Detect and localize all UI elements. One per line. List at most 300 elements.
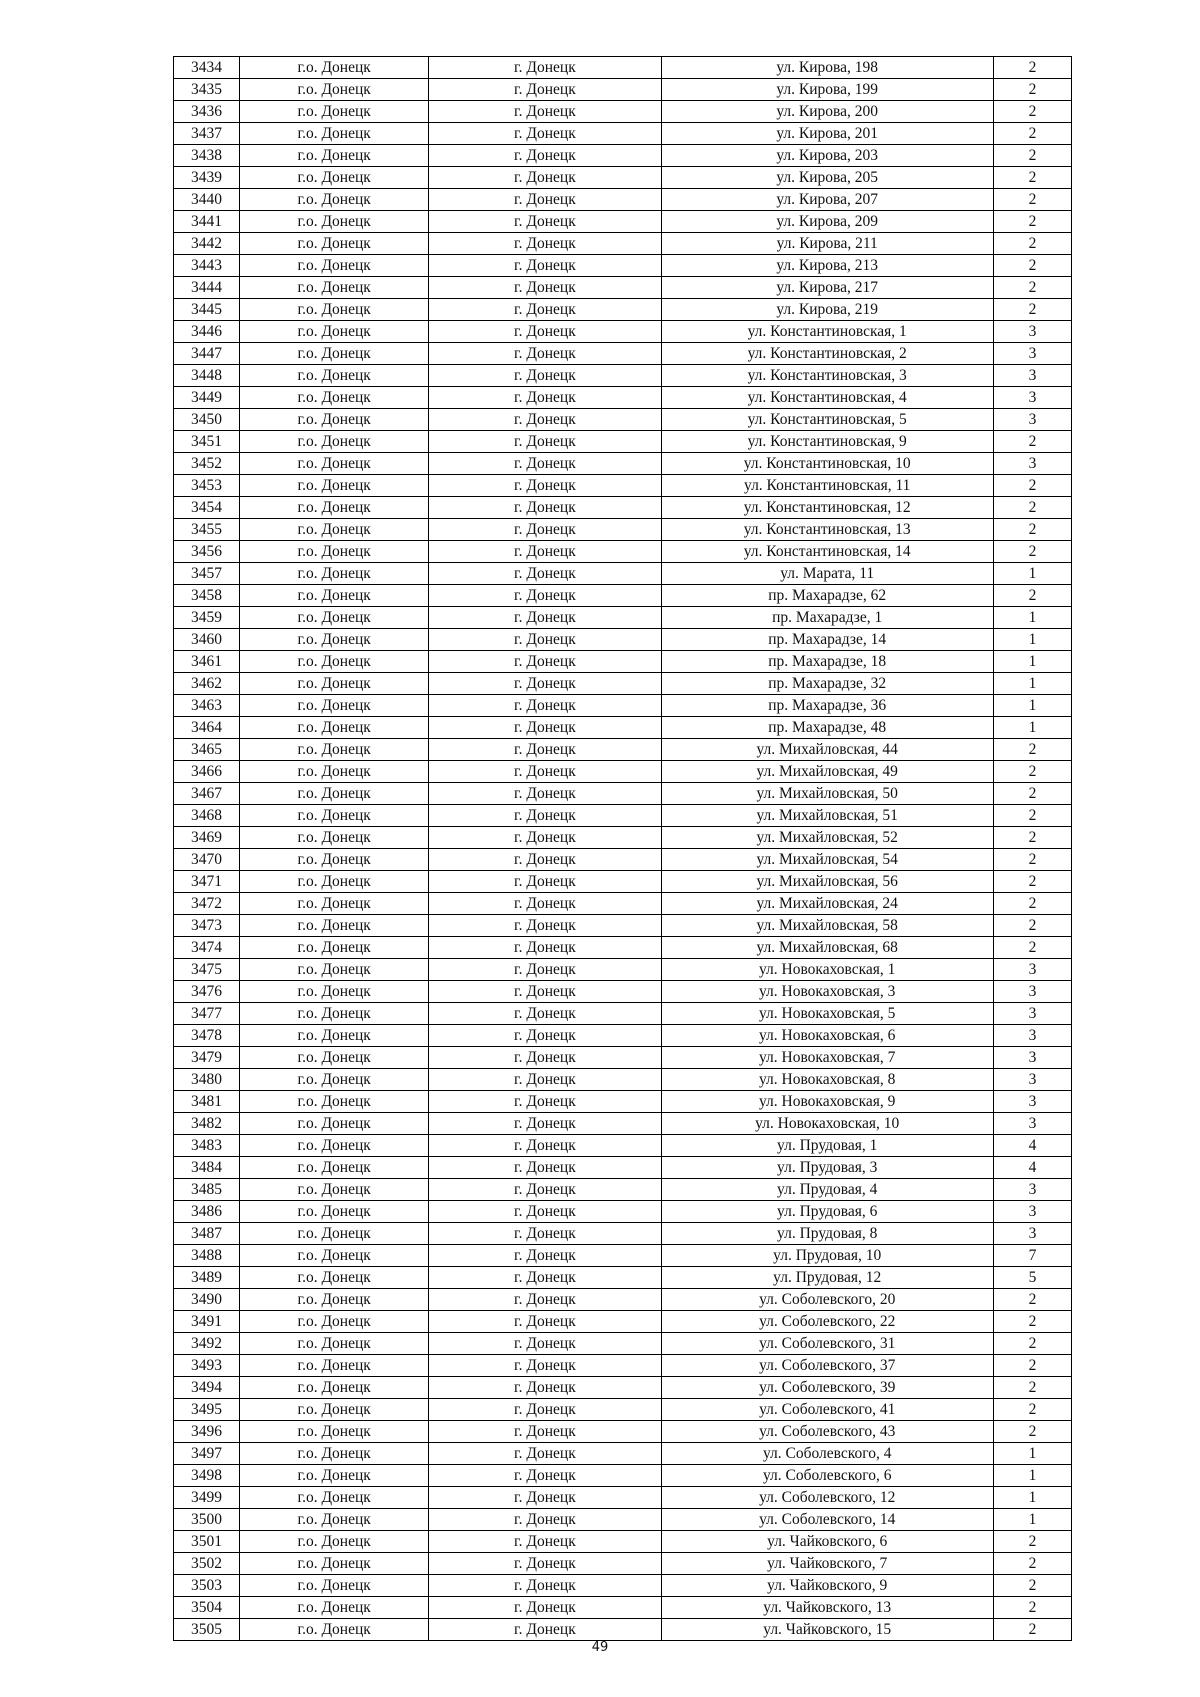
address-cell: ул. Кирова, 200 xyxy=(661,101,993,123)
district-cell: г.о. Донецк xyxy=(240,1531,429,1553)
row-number-cell: 3495 xyxy=(174,1399,240,1421)
city-cell: г. Донецк xyxy=(429,189,661,211)
table-row xyxy=(174,1531,1072,1553)
table-row xyxy=(174,233,1072,255)
city-cell: г. Донецк xyxy=(429,1267,661,1289)
row-number-cell: 3467 xyxy=(174,783,240,805)
address-cell: ул. Константиновская, 5 xyxy=(661,409,993,431)
address-cell: ул. Кирова, 201 xyxy=(661,123,993,145)
row-number-cell: 3492 xyxy=(174,1333,240,1355)
table-row xyxy=(174,827,1072,849)
table-row xyxy=(174,453,1072,475)
city-cell: г. Донецк xyxy=(429,1509,661,1531)
row-number-cell: 3443 xyxy=(174,255,240,277)
city-cell: г. Донецк xyxy=(429,1465,661,1487)
count-cell: 2 xyxy=(993,1619,1071,1641)
district-cell: г.о. Донецк xyxy=(240,629,429,651)
address-cell: ул. Михайловская, 51 xyxy=(661,805,993,827)
address-cell: ул. Новокаховская, 8 xyxy=(661,1069,993,1091)
district-cell: г.о. Донецк xyxy=(240,1289,429,1311)
address-cell: ул. Кирова, 211 xyxy=(661,233,993,255)
row-number-cell: 3473 xyxy=(174,915,240,937)
district-cell: г.о. Донецк xyxy=(240,1003,429,1025)
city-cell: г. Донецк xyxy=(429,101,661,123)
district-cell: г.о. Донецк xyxy=(240,1421,429,1443)
city-cell: г. Донецк xyxy=(429,651,661,673)
address-cell: ул. Чайковского, 13 xyxy=(661,1597,993,1619)
address-cell: пр. Махарадзе, 48 xyxy=(661,717,993,739)
city-cell: г. Донецк xyxy=(429,827,661,849)
row-number-cell: 3445 xyxy=(174,299,240,321)
district-cell: г.о. Донецк xyxy=(240,497,429,519)
city-cell: г. Донецк xyxy=(429,563,661,585)
address-cell: ул. Константиновская, 11 xyxy=(661,475,993,497)
city-cell: г. Донецк xyxy=(429,1531,661,1553)
city-cell: г. Донецк xyxy=(429,695,661,717)
row-number-cell: 3501 xyxy=(174,1531,240,1553)
row-number-cell: 3457 xyxy=(174,563,240,585)
address-cell: ул. Михайловская, 56 xyxy=(661,871,993,893)
table-row xyxy=(174,563,1072,585)
city-cell: г. Донецк xyxy=(429,1355,661,1377)
count-cell: 3 xyxy=(993,1003,1071,1025)
city-cell: г. Донецк xyxy=(429,959,661,981)
address-cell: пр. Махарадзе, 62 xyxy=(661,585,993,607)
count-cell: 1 xyxy=(993,607,1071,629)
row-number-cell: 3459 xyxy=(174,607,240,629)
row-number-cell: 3461 xyxy=(174,651,240,673)
district-cell: г.о. Донецк xyxy=(240,1157,429,1179)
table-row xyxy=(174,1179,1072,1201)
district-cell: г.о. Донецк xyxy=(240,1619,429,1641)
city-cell: г. Донецк xyxy=(429,673,661,695)
count-cell: 2 xyxy=(993,475,1071,497)
row-number-cell: 3435 xyxy=(174,79,240,101)
row-number-cell: 3504 xyxy=(174,1597,240,1619)
district-cell: г.о. Донецк xyxy=(240,871,429,893)
city-cell: г. Донецк xyxy=(429,233,661,255)
count-cell: 2 xyxy=(993,893,1071,915)
row-number-cell: 3480 xyxy=(174,1069,240,1091)
table-row xyxy=(174,607,1072,629)
district-cell: г.о. Донецк xyxy=(240,1135,429,1157)
count-cell: 2 xyxy=(993,1531,1071,1553)
district-cell: г.о. Донецк xyxy=(240,761,429,783)
city-cell: г. Донецк xyxy=(429,1223,661,1245)
table-row xyxy=(174,937,1072,959)
district-cell: г.о. Донецк xyxy=(240,695,429,717)
district-cell: г.о. Донецк xyxy=(240,739,429,761)
address-cell: ул. Кирова, 203 xyxy=(661,145,993,167)
count-cell: 2 xyxy=(993,585,1071,607)
table-row xyxy=(174,519,1072,541)
table-row xyxy=(174,541,1072,563)
city-cell: г. Донецк xyxy=(429,1421,661,1443)
table-row xyxy=(174,1421,1072,1443)
address-cell: ул. Михайловская, 58 xyxy=(661,915,993,937)
address-cell: ул. Михайловская, 68 xyxy=(661,937,993,959)
table-row xyxy=(174,1245,1072,1267)
row-number-cell: 3436 xyxy=(174,101,240,123)
table-row xyxy=(174,893,1072,915)
city-cell: г. Донецк xyxy=(429,1377,661,1399)
district-cell: г.о. Донецк xyxy=(240,1025,429,1047)
city-cell: г. Донецк xyxy=(429,299,661,321)
district-cell: г.о. Донецк xyxy=(240,211,429,233)
district-cell: г.о. Донецк xyxy=(240,783,429,805)
address-cell: ул. Константиновская, 12 xyxy=(661,497,993,519)
table-row xyxy=(174,1311,1072,1333)
city-cell: г. Донецк xyxy=(429,409,661,431)
table-row xyxy=(174,1091,1072,1113)
count-cell: 1 xyxy=(993,563,1071,585)
district-cell: г.о. Донецк xyxy=(240,717,429,739)
city-cell: г. Донецк xyxy=(429,1443,661,1465)
count-cell: 1 xyxy=(993,673,1071,695)
table-row xyxy=(174,1465,1072,1487)
city-cell: г. Донецк xyxy=(429,321,661,343)
count-cell: 2 xyxy=(993,1377,1071,1399)
count-cell: 4 xyxy=(993,1135,1071,1157)
table-row xyxy=(174,959,1072,981)
table-row xyxy=(174,1399,1072,1421)
count-cell: 2 xyxy=(993,233,1071,255)
address-cell: ул. Михайловская, 44 xyxy=(661,739,993,761)
row-number-cell: 3500 xyxy=(174,1509,240,1531)
city-cell: г. Донецк xyxy=(429,167,661,189)
city-cell: г. Донецк xyxy=(429,981,661,1003)
district-cell: г.о. Донецк xyxy=(240,1509,429,1531)
count-cell: 3 xyxy=(993,1091,1071,1113)
address-cell: ул. Прудовая, 3 xyxy=(661,1157,993,1179)
row-number-cell: 3458 xyxy=(174,585,240,607)
table-row xyxy=(174,629,1072,651)
address-cell: ул. Прудовая, 1 xyxy=(661,1135,993,1157)
count-cell: 3 xyxy=(993,1025,1071,1047)
table-row xyxy=(174,1487,1072,1509)
row-number-cell: 3453 xyxy=(174,475,240,497)
count-cell: 3 xyxy=(993,343,1071,365)
count-cell: 2 xyxy=(993,1553,1071,1575)
table-row xyxy=(174,1223,1072,1245)
address-cell: ул. Кирова, 207 xyxy=(661,189,993,211)
count-cell: 3 xyxy=(993,959,1071,981)
district-cell: г.о. Донецк xyxy=(240,1267,429,1289)
district-cell: г.о. Донецк xyxy=(240,189,429,211)
count-cell: 3 xyxy=(993,365,1071,387)
table-row xyxy=(174,1003,1072,1025)
district-cell: г.о. Донецк xyxy=(240,1399,429,1421)
district-cell: г.о. Донецк xyxy=(240,1223,429,1245)
district-cell: г.о. Донецк xyxy=(240,1333,429,1355)
row-number-cell: 3488 xyxy=(174,1245,240,1267)
address-cell: ул. Соболевского, 31 xyxy=(661,1333,993,1355)
district-cell: г.о. Донецк xyxy=(240,343,429,365)
row-number-cell: 3502 xyxy=(174,1553,240,1575)
table-row xyxy=(174,1289,1072,1311)
table-row xyxy=(174,145,1072,167)
count-cell: 2 xyxy=(993,101,1071,123)
table-row xyxy=(174,255,1072,277)
row-number-cell: 3465 xyxy=(174,739,240,761)
count-cell: 2 xyxy=(993,739,1071,761)
table-row xyxy=(174,101,1072,123)
address-cell: ул. Михайловская, 50 xyxy=(661,783,993,805)
table-row xyxy=(174,1333,1072,1355)
row-number-cell: 3487 xyxy=(174,1223,240,1245)
city-cell: г. Донецк xyxy=(429,1487,661,1509)
table-row xyxy=(174,761,1072,783)
city-cell: г. Донецк xyxy=(429,1201,661,1223)
count-cell: 2 xyxy=(993,79,1071,101)
address-cell: ул. Константиновская, 4 xyxy=(661,387,993,409)
count-cell: 2 xyxy=(993,277,1071,299)
count-cell: 2 xyxy=(993,189,1071,211)
city-cell: г. Донецк xyxy=(429,431,661,453)
row-number-cell: 3460 xyxy=(174,629,240,651)
district-cell: г.о. Донецк xyxy=(240,849,429,871)
district-cell: г.о. Донецк xyxy=(240,1113,429,1135)
address-cell: ул. Соболевского, 43 xyxy=(661,1421,993,1443)
city-cell: г. Донецк xyxy=(429,1619,661,1641)
district-cell: г.о. Донецк xyxy=(240,277,429,299)
count-cell: 3 xyxy=(993,1113,1071,1135)
address-cell: ул. Кирова, 209 xyxy=(661,211,993,233)
district-cell: г.о. Донецк xyxy=(240,981,429,1003)
table-row xyxy=(174,1377,1072,1399)
row-number-cell: 3447 xyxy=(174,343,240,365)
address-cell: ул. Соболевского, 37 xyxy=(661,1355,993,1377)
address-cell: ул. Соболевского, 14 xyxy=(661,1509,993,1531)
row-number-cell: 3481 xyxy=(174,1091,240,1113)
row-number-cell: 3476 xyxy=(174,981,240,1003)
city-cell: г. Донецк xyxy=(429,1311,661,1333)
district-cell: г.о. Донецк xyxy=(240,431,429,453)
district-cell: г.о. Донецк xyxy=(240,409,429,431)
row-number-cell: 3440 xyxy=(174,189,240,211)
table-row xyxy=(174,651,1072,673)
row-number-cell: 3498 xyxy=(174,1465,240,1487)
district-cell: г.о. Донецк xyxy=(240,321,429,343)
row-number-cell: 3469 xyxy=(174,827,240,849)
count-cell: 2 xyxy=(993,167,1071,189)
table-row xyxy=(174,849,1072,871)
table-row xyxy=(174,1201,1072,1223)
count-cell: 1 xyxy=(993,1465,1071,1487)
table-row xyxy=(174,1575,1072,1597)
row-number-cell: 3475 xyxy=(174,959,240,981)
address-cell: ул. Новокаховская, 6 xyxy=(661,1025,993,1047)
count-cell: 2 xyxy=(993,57,1071,79)
row-number-cell: 3484 xyxy=(174,1157,240,1179)
address-cell: ул. Чайковского, 7 xyxy=(661,1553,993,1575)
address-cell: ул. Кирова, 219 xyxy=(661,299,993,321)
district-cell: г.о. Донецк xyxy=(240,541,429,563)
address-cell: ул. Кирова, 205 xyxy=(661,167,993,189)
count-cell: 1 xyxy=(993,629,1071,651)
count-cell: 3 xyxy=(993,1047,1071,1069)
district-cell: г.о. Донецк xyxy=(240,827,429,849)
address-cell: ул. Чайковского, 9 xyxy=(661,1575,993,1597)
city-cell: г. Донецк xyxy=(429,871,661,893)
district-cell: г.о. Донецк xyxy=(240,959,429,981)
district-cell: г.о. Донецк xyxy=(240,1443,429,1465)
count-cell: 1 xyxy=(993,695,1071,717)
count-cell: 3 xyxy=(993,1201,1071,1223)
city-cell: г. Донецк xyxy=(429,497,661,519)
table-row xyxy=(174,1355,1072,1377)
count-cell: 3 xyxy=(993,1223,1071,1245)
row-number-cell: 3441 xyxy=(174,211,240,233)
address-cell: ул. Соболевского, 6 xyxy=(661,1465,993,1487)
city-cell: г. Донецк xyxy=(429,1333,661,1355)
city-cell: г. Донецк xyxy=(429,761,661,783)
row-number-cell: 3491 xyxy=(174,1311,240,1333)
table-row xyxy=(174,585,1072,607)
address-cell: ул. Прудовая, 8 xyxy=(661,1223,993,1245)
row-number-cell: 3472 xyxy=(174,893,240,915)
address-cell: пр. Махарадзе, 36 xyxy=(661,695,993,717)
count-cell: 5 xyxy=(993,1267,1071,1289)
count-cell: 3 xyxy=(993,409,1071,431)
count-cell: 7 xyxy=(993,1245,1071,1267)
city-cell: г. Донецк xyxy=(429,453,661,475)
row-number-cell: 3493 xyxy=(174,1355,240,1377)
city-cell: г. Донецк xyxy=(429,805,661,827)
table-row xyxy=(174,1157,1072,1179)
address-cell: ул. Константиновская, 2 xyxy=(661,343,993,365)
city-cell: г. Донецк xyxy=(429,79,661,101)
address-cell: ул. Новокаховская, 1 xyxy=(661,959,993,981)
count-cell: 1 xyxy=(993,717,1071,739)
table-row xyxy=(174,1619,1072,1641)
count-cell: 3 xyxy=(993,981,1071,1003)
table-row xyxy=(174,497,1072,519)
address-cell: ул. Чайковского, 6 xyxy=(661,1531,993,1553)
count-cell: 2 xyxy=(993,761,1071,783)
address-cell: пр. Махарадзе, 18 xyxy=(661,651,993,673)
district-cell: г.о. Донецк xyxy=(240,365,429,387)
count-cell: 2 xyxy=(993,497,1071,519)
address-cell: ул. Константиновская, 13 xyxy=(661,519,993,541)
row-number-cell: 3497 xyxy=(174,1443,240,1465)
table-row xyxy=(174,1553,1072,1575)
row-number-cell: 3470 xyxy=(174,849,240,871)
count-cell: 2 xyxy=(993,1311,1071,1333)
district-cell: г.о. Донецк xyxy=(240,1311,429,1333)
row-number-cell: 3450 xyxy=(174,409,240,431)
city-cell: г. Донецк xyxy=(429,585,661,607)
address-cell: ул. Марата, 11 xyxy=(661,563,993,585)
row-number-cell: 3438 xyxy=(174,145,240,167)
row-number-cell: 3471 xyxy=(174,871,240,893)
table-row xyxy=(174,57,1072,79)
district-cell: г.о. Донецк xyxy=(240,1245,429,1267)
district-cell: г.о. Донецк xyxy=(240,79,429,101)
table-row xyxy=(174,365,1072,387)
count-cell: 2 xyxy=(993,1575,1071,1597)
count-cell: 2 xyxy=(993,849,1071,871)
address-cell: ул. Новокаховская, 3 xyxy=(661,981,993,1003)
table-row xyxy=(174,1069,1072,1091)
city-cell: г. Донецк xyxy=(429,629,661,651)
address-cell: ул. Прудовая, 12 xyxy=(661,1267,993,1289)
address-cell: ул. Соболевского, 4 xyxy=(661,1443,993,1465)
address-cell: ул. Константиновская, 14 xyxy=(661,541,993,563)
address-cell: ул. Михайловская, 52 xyxy=(661,827,993,849)
address-cell: ул. Прудовая, 6 xyxy=(661,1201,993,1223)
row-number-cell: 3456 xyxy=(174,541,240,563)
district-cell: г.о. Донецк xyxy=(240,101,429,123)
table-row xyxy=(174,673,1072,695)
row-number-cell: 3434 xyxy=(174,57,240,79)
count-cell: 2 xyxy=(993,1355,1071,1377)
address-cell: ул. Кирова, 213 xyxy=(661,255,993,277)
count-cell: 2 xyxy=(993,431,1071,453)
table-row xyxy=(174,343,1072,365)
row-number-cell: 3503 xyxy=(174,1575,240,1597)
row-number-cell: 3439 xyxy=(174,167,240,189)
row-number-cell: 3442 xyxy=(174,233,240,255)
count-cell: 2 xyxy=(993,541,1071,563)
address-cell: ул. Соболевского, 20 xyxy=(661,1289,993,1311)
count-cell: 2 xyxy=(993,1289,1071,1311)
row-number-cell: 3499 xyxy=(174,1487,240,1509)
row-number-cell: 3479 xyxy=(174,1047,240,1069)
city-cell: г. Донецк xyxy=(429,893,661,915)
district-cell: г.о. Донецк xyxy=(240,1179,429,1201)
city-cell: г. Донецк xyxy=(429,1157,661,1179)
count-cell: 2 xyxy=(993,1421,1071,1443)
count-cell: 2 xyxy=(993,123,1071,145)
page-number: 49 xyxy=(591,1640,609,1655)
city-cell: г. Донецк xyxy=(429,387,661,409)
city-cell: г. Донецк xyxy=(429,1553,661,1575)
row-number-cell: 3485 xyxy=(174,1179,240,1201)
row-number-cell: 3505 xyxy=(174,1619,240,1641)
city-cell: г. Донецк xyxy=(429,57,661,79)
address-cell: ул. Соболевского, 41 xyxy=(661,1399,993,1421)
city-cell: г. Донецк xyxy=(429,1113,661,1135)
row-number-cell: 3490 xyxy=(174,1289,240,1311)
district-cell: г.о. Донецк xyxy=(240,893,429,915)
table-row xyxy=(174,299,1072,321)
district-cell: г.о. Донецк xyxy=(240,453,429,475)
table-row xyxy=(174,981,1072,1003)
city-cell: г. Донецк xyxy=(429,739,661,761)
row-number-cell: 3483 xyxy=(174,1135,240,1157)
row-number-cell: 3478 xyxy=(174,1025,240,1047)
city-cell: г. Донецк xyxy=(429,783,661,805)
row-number-cell: 3482 xyxy=(174,1113,240,1135)
city-cell: г. Донецк xyxy=(429,475,661,497)
table-row xyxy=(174,1047,1072,1069)
address-cell: ул. Новокаховская, 5 xyxy=(661,1003,993,1025)
count-cell: 2 xyxy=(993,805,1071,827)
city-cell: г. Донецк xyxy=(429,1179,661,1201)
count-cell: 2 xyxy=(993,1399,1071,1421)
count-cell: 1 xyxy=(993,1443,1071,1465)
table-row xyxy=(174,1135,1072,1157)
district-cell: г.о. Донецк xyxy=(240,607,429,629)
row-number-cell: 3486 xyxy=(174,1201,240,1223)
count-cell: 3 xyxy=(993,387,1071,409)
count-cell: 3 xyxy=(993,321,1071,343)
row-number-cell: 3468 xyxy=(174,805,240,827)
city-cell: г. Донецк xyxy=(429,541,661,563)
row-number-cell: 3477 xyxy=(174,1003,240,1025)
address-cell: ул. Новокаховская, 7 xyxy=(661,1047,993,1069)
